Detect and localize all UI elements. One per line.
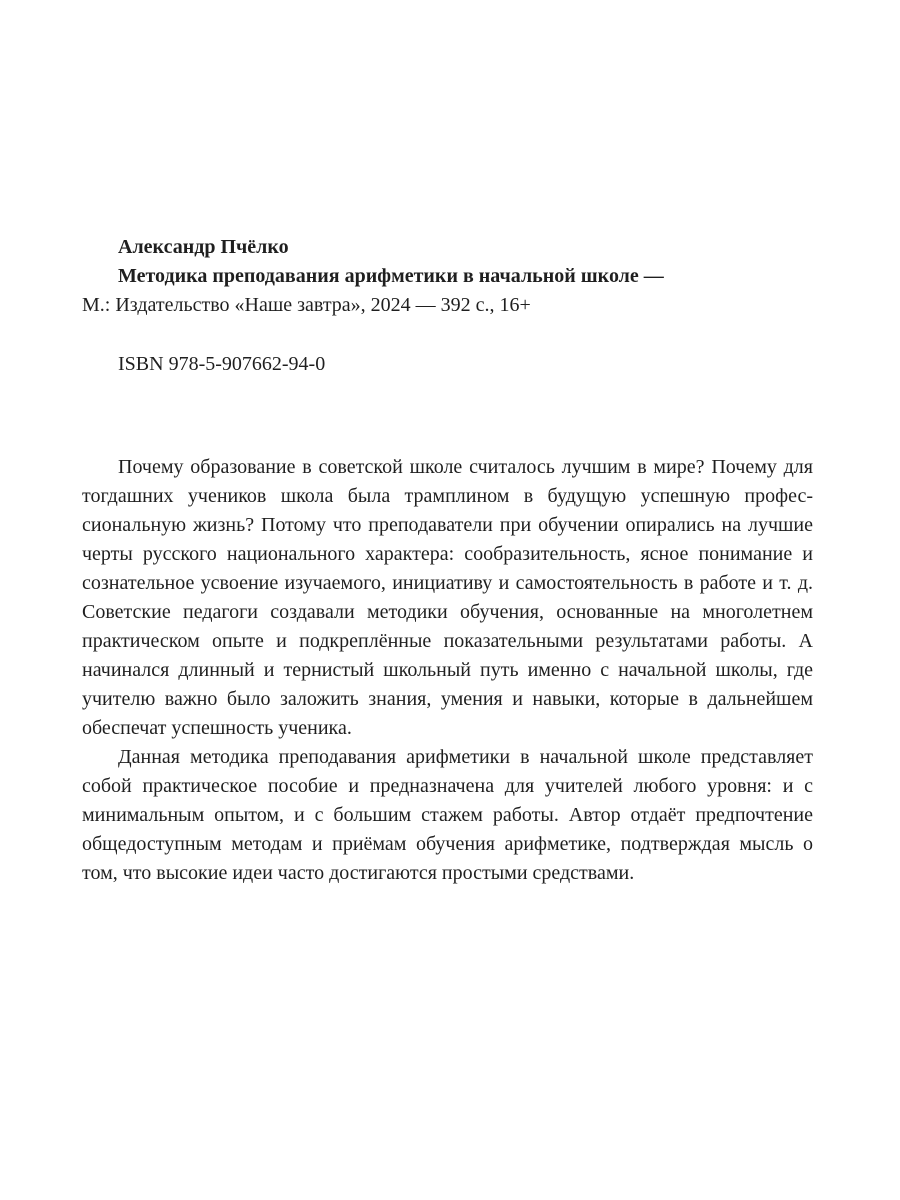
isbn-number: ISBN 978-5-907662-94-0 bbox=[118, 353, 326, 375]
book-title: Методика преподавания арифметики в начальной школе — bbox=[118, 265, 664, 287]
imprint-line: М.: Издательство «Наше завтра», 2024 — 392 с., 16+ bbox=[82, 294, 531, 316]
annotation-paragraph: Данная методика преподавания арифметики в начальной школе представляет собой практическое пособие и предназначена для учителей любого уровня: и с минимальным опытом, и с большим стажем работы. Автор отдаёт предпочтение общедоступным методам и приёмам обучения арифметике, подтверждая мысль о том, что высокие идеи часто достигаются простыми средствами. bbox=[82, 746, 813, 884]
book-annotation bbox=[82, 453, 813, 888]
bibliographic-record bbox=[82, 233, 822, 379]
author-name: Александр Пчёлко bbox=[118, 236, 289, 258]
annotation-paragraph: Почему образование в советской школе считалось лучшим в мире? Почему для тогдашних учеников школа была трамплином в будущую успешную профессиональную жизнь? Потому что преподаватели при обучении опирались на лучшие черты русского национального характера: сообразительность, ясное понимание и сознательное усвоение изучаемого, инициативу и самостоятельность в работе и т. д. Советские педагоги создавали методики обучения, основанные на многолетнем практическом опыте и подкреплённые показательными результатами работы. А начинался длинный и тернистый школьный путь именно с начальной школы, где учителю важно было заложить знания, умения и навыки, которые в дальнейшем обеспечат успешность ученика. bbox=[82, 456, 813, 739]
